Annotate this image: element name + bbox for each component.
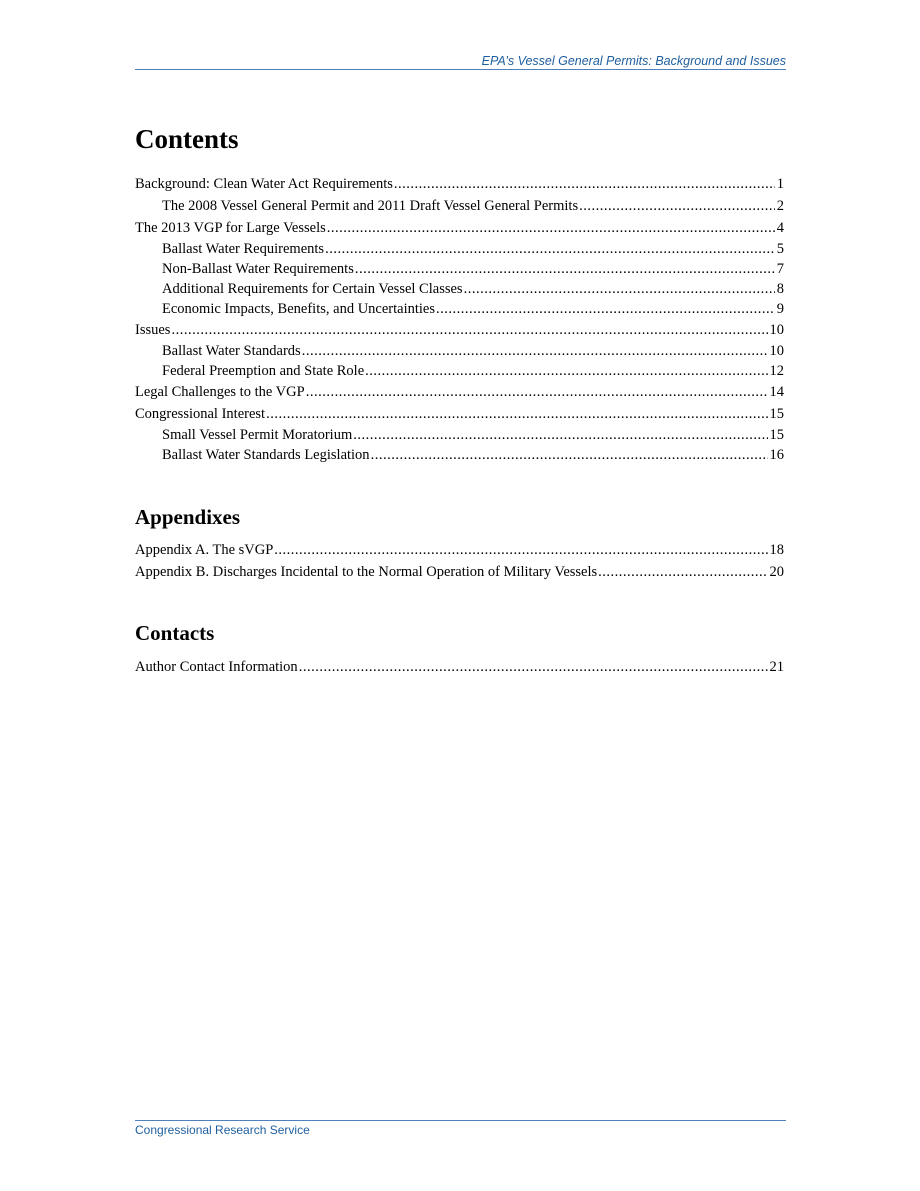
footer-rule — [135, 1120, 786, 1121]
dot-leader — [394, 173, 775, 195]
contacts-heading: Contacts — [135, 621, 215, 645]
contents-heading: Contents — [135, 124, 239, 154]
toc-entry[interactable] — [135, 656, 784, 678]
toc-entry-page: 12 — [769, 363, 784, 379]
toc-entry[interactable] — [135, 341, 784, 361]
toc-entry-page: 15 — [769, 406, 784, 422]
dot-leader — [371, 445, 768, 465]
toc-entry-page: 18 — [769, 542, 784, 558]
dot-leader — [306, 381, 768, 403]
toc-entry-title: Legal Challenges to the VGP — [135, 384, 305, 400]
dot-leader — [327, 217, 775, 239]
toc-entry-page: 9 — [776, 301, 784, 317]
dot-leader — [464, 279, 775, 299]
toc-entry-page: 7 — [776, 261, 784, 277]
toc-entry-title: Appendix A. The sVGP — [135, 542, 274, 558]
toc-entry-title: The 2013 VGP for Large Vessels — [135, 220, 326, 236]
dot-leader — [436, 299, 775, 319]
dot-leader — [299, 656, 768, 678]
contents-list — [135, 173, 784, 465]
dot-leader — [365, 361, 767, 381]
toc-entry-title: Appendix B. Discharges Incidental to the Normal Operation of Military Vessels — [135, 564, 598, 580]
toc-entry[interactable] — [135, 319, 784, 341]
dot-leader — [266, 403, 767, 425]
toc-entry-title: Economic Impacts, Benefits, and Uncertainties — [162, 301, 435, 317]
toc-entry-page: 10 — [769, 322, 784, 338]
toc-entry[interactable] — [135, 403, 784, 425]
toc-entry-title: Ballast Water Standards — [162, 343, 301, 359]
toc-entry-page: 15 — [769, 427, 784, 443]
toc-entry-page: 20 — [769, 564, 784, 580]
toc-entry[interactable] — [135, 239, 784, 259]
footer-publisher: Congressional Research Service — [135, 1123, 310, 1137]
contacts-list — [135, 656, 784, 678]
dot-leader — [274, 539, 767, 561]
toc-entry-page: 4 — [776, 220, 784, 236]
toc-entry-title: Congressional Interest — [135, 406, 266, 422]
toc-entry-title: The 2008 Vessel General Permit and 2011 Draft Vessel General Permits — [162, 198, 579, 214]
toc-entry-title: Ballast Water Standards Legislation — [162, 447, 370, 463]
toc-entry-title: Ballast Water Requirements — [162, 241, 325, 257]
toc-entry[interactable] — [135, 561, 784, 583]
dot-leader — [302, 341, 768, 361]
toc-entry[interactable] — [135, 195, 784, 217]
toc-entry[interactable] — [135, 259, 784, 279]
toc-entry[interactable] — [135, 173, 784, 195]
toc-entry[interactable] — [135, 361, 784, 381]
toc-entry-title: Additional Requirements for Certain Vessel Classes — [162, 281, 463, 297]
toc-entry-title: Federal Preemption and State Role — [162, 363, 365, 379]
toc-entry-title: Issues — [135, 322, 171, 338]
toc-entry[interactable] — [135, 279, 784, 299]
toc-entry-page: 21 — [769, 659, 784, 675]
toc-entry-title: Small Vessel Permit Moratorium — [162, 427, 353, 443]
toc-entry-page: 8 — [776, 281, 784, 297]
dot-leader — [325, 239, 775, 259]
toc-entry[interactable] — [135, 299, 784, 319]
toc-entry[interactable] — [135, 539, 784, 561]
toc-entry[interactable] — [135, 445, 784, 465]
toc-entry[interactable] — [135, 217, 784, 239]
toc-entry-page: 5 — [776, 241, 784, 257]
toc-entry-title: Non-Ballast Water Requirements — [162, 261, 354, 277]
toc-entry[interactable] — [135, 425, 784, 445]
running-header: EPA’s Vessel General Permits: Background and Issues — [481, 54, 786, 68]
toc-entry-page: 1 — [776, 176, 784, 192]
dot-leader — [598, 561, 767, 583]
dot-leader — [171, 319, 767, 341]
toc-entry-title: Background: Clean Water Act Requirements — [135, 176, 393, 192]
toc-entry[interactable] — [135, 381, 784, 403]
toc-entry-page: 10 — [769, 343, 784, 359]
dot-leader — [353, 425, 767, 445]
appendixes-heading: Appendixes — [135, 505, 241, 529]
toc-entry-title: Author Contact Information — [135, 659, 298, 675]
header-rule — [135, 69, 786, 70]
toc-entry-page: 2 — [776, 198, 784, 214]
dot-leader — [355, 259, 775, 279]
appendixes-list — [135, 539, 784, 583]
toc-entry-page: 16 — [769, 447, 784, 463]
toc-entry-page: 14 — [769, 384, 784, 400]
dot-leader — [579, 195, 775, 217]
